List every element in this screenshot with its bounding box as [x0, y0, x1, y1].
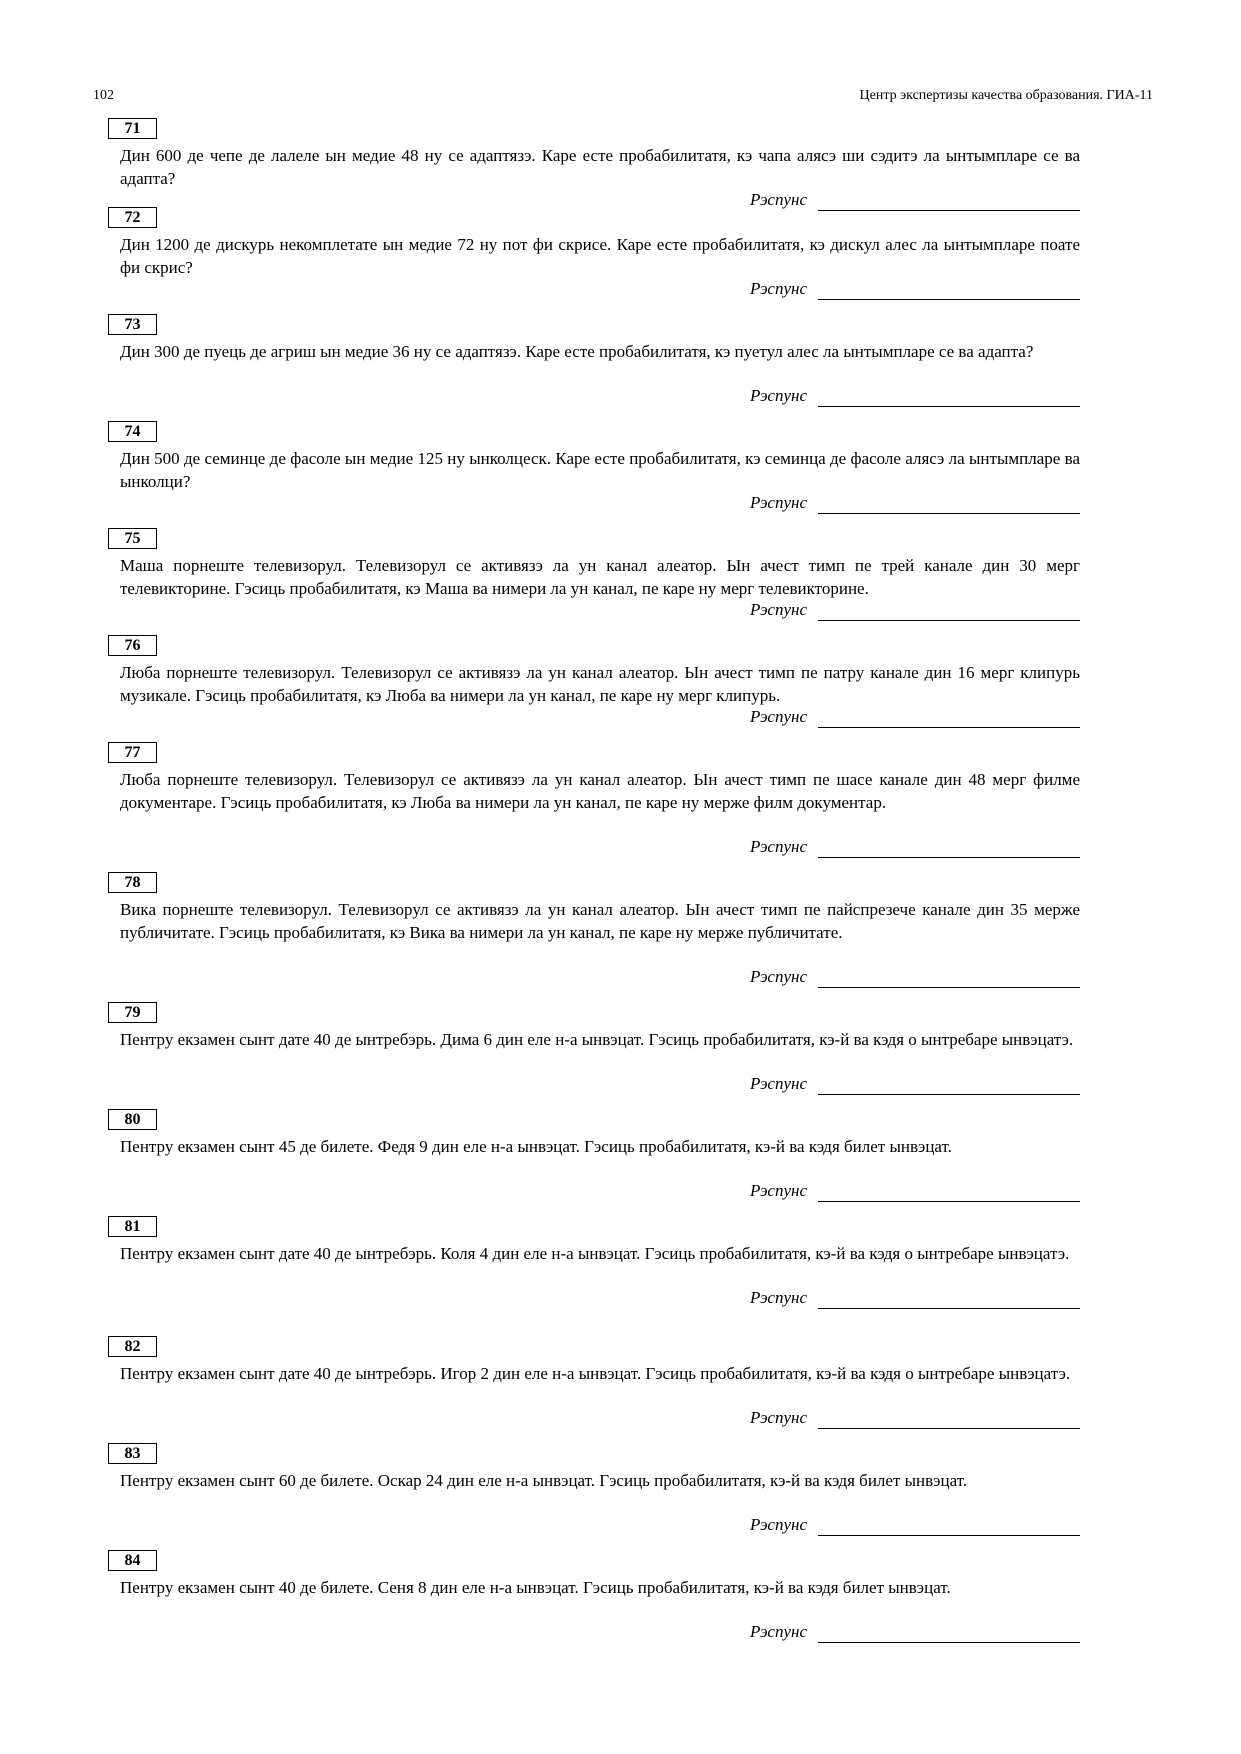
answer-line [818, 513, 1080, 514]
problem-number: 74 [108, 421, 157, 442]
answer-label: Рэспунс [750, 1074, 807, 1093]
page-number: 102 [93, 88, 114, 103]
answer-label: Рэспунс [750, 1408, 807, 1427]
answer-line [818, 406, 1080, 407]
answer-line [818, 210, 1080, 211]
answer-label: Рэспунс [750, 493, 807, 512]
answer-field[interactable] [750, 1622, 1080, 1644]
answer-field[interactable] [750, 967, 1080, 989]
problem-text: Пентру екзамен сынт дате 40 де ынтребэрь. Дима 6 дин еле н-а ынвэцат. Гэсиць пробабилитатя, кэ-й ва кэдя о ынтребаре ынвэцатэ. [120, 1030, 1074, 1049]
answer-label: Рэспунс [750, 1622, 807, 1641]
problem-number: 72 [108, 207, 157, 228]
answer-line [818, 1535, 1080, 1536]
answer-line [818, 1308, 1080, 1309]
answer-label: Рэспунс [750, 190, 807, 209]
answer-field[interactable] [750, 600, 1080, 622]
problem-text: Люба порнеште телевизорул. Телевизорул се активязэ ла ун канал алеатор. Ын ачест тимп пе патру канале дин 16 мерг клипурь музикале. Гэсиць пробабилитатя, кэ Люба ва нимери ла ун канал, пе каре ну мерг клипурь. [120, 663, 1080, 705]
answer-label: Рэспунс [750, 837, 807, 856]
answer-field[interactable] [750, 1181, 1080, 1203]
problem-text: Маша порнеште телевизорул. Телевизорул се активязэ ла ун канал алеатор. Ын ачест тимп пе трей канале дин 30 мерг телевикторине. Гэсиць пробабилитатя, кэ Маша ва нимери ла ун канал, пе каре ну мерг телевикторине. [120, 556, 1080, 598]
problem-text: Пентру екзамен сынт 60 де билете. Оскар 24 дин еле н-а ынвэцат. Гэсиць пробабилитатя, кэ-й ва кэдя билет ынвэцат. [120, 1471, 968, 1490]
problem-number: 71 [108, 118, 157, 139]
answer-label: Рэспунс [750, 1181, 807, 1200]
answer-line [818, 987, 1080, 988]
problem-number: 73 [108, 314, 157, 335]
answer-label: Рэспунс [750, 1515, 807, 1534]
answer-line [818, 1094, 1080, 1095]
answer-field[interactable] [750, 493, 1080, 515]
answer-label: Рэспунс [750, 386, 807, 405]
problem-text: Люба порнеште телевизорул. Телевизорул се активязэ ла ун канал алеатор. Ын ачест тимп пе шасе канале дин 48 мерг филме документаре. Гэсиць пробабилитатя, кэ Люба ва нимери ла ун канал, пе каре ну мерже филм документар. [120, 770, 1080, 812]
answer-field[interactable] [750, 1408, 1080, 1430]
answer-field[interactable] [750, 837, 1080, 859]
answer-line [818, 727, 1080, 728]
answer-line [818, 857, 1080, 858]
answer-line [818, 620, 1080, 621]
answer-label: Рэспунс [750, 600, 807, 619]
problem-text: Пентру екзамен сынт дате 40 де ынтребэрь. Игор 2 дин еле н-а ынвэцат. Гэсиць пробабилитатя, кэ-й ва кэдя о ынтребаре ынвэцатэ. [120, 1364, 1071, 1383]
problem-text: Пентру екзамен сынт 45 де билете. Федя 9 дин еле н-а ынвэцат. Гэсиць пробабилитатя, кэ-й ва кэдя билет ынвэцат. [120, 1137, 952, 1156]
answer-field[interactable] [750, 1288, 1080, 1310]
answer-label: Рэспунс [750, 707, 807, 726]
answer-label: Рэспунс [750, 967, 807, 986]
answer-label: Рэспунс [750, 279, 807, 298]
problem-number: 76 [108, 635, 157, 656]
answer-field[interactable] [750, 1515, 1080, 1537]
answer-field[interactable] [750, 190, 1080, 212]
problem-number: 79 [108, 1002, 157, 1023]
problem-text: Дин 500 де семинце де фасоле ын медие 125 ну ынколцеск. Каре есте пробабилитатя, кэ семинца де фасоле алясэ ла ынтымпларе ва ынколци? [120, 449, 1080, 491]
problem-text: Дин 1200 де дискурь некомплетате ын медие 72 ну пот фи скрисе. Каре есте пробабилитатя, кэ дискул алес ла ынтымпларе поате фи скрис? [120, 235, 1080, 277]
problem-text: Дин 600 де чепе де лалеле ын медие 48 ну се адаптязэ. Каре есте пробабилитатя, кэ чапа алясэ ши сэдитэ ла ынтымпларе се ва адапта? [120, 146, 1080, 188]
answer-line [818, 1642, 1080, 1643]
answer-field[interactable] [750, 386, 1080, 408]
problem-number: 84 [108, 1550, 157, 1571]
problem-number: 78 [108, 872, 157, 893]
problem-number: 80 [108, 1109, 157, 1130]
answer-line [818, 1428, 1080, 1429]
problem-text: Вика порнеште телевизорул. Телевизорул се активязэ ла ун канал алеатор. Ын ачест тимп пе пайспрезече канале дин 35 мерже публичитате. Гэсиць пробабилитатя, кэ Вика ва нимери ла ун канал, пе каре ну мерже публичитате. [120, 900, 1080, 942]
answer-line [818, 299, 1080, 300]
problem-text: Пентру екзамен сынт 40 де билете. Сеня 8 дин еле н-а ынвэцат. Гэсиць пробабилитатя, кэ-й ва кэдя билет ынвэцат. [120, 1578, 951, 1597]
problem-number: 75 [108, 528, 157, 549]
answer-field[interactable] [750, 1074, 1080, 1096]
problem-number: 82 [108, 1336, 157, 1357]
header-title: Центр экспертизы качества образования. ГИА-11 [859, 88, 1153, 103]
answer-field[interactable] [750, 707, 1080, 729]
answer-line [818, 1201, 1080, 1202]
answer-field[interactable] [750, 279, 1080, 301]
problem-number: 77 [108, 742, 157, 763]
problem-number: 83 [108, 1443, 157, 1464]
page-header [93, 88, 1153, 108]
problem-text: Пентру екзамен сынт дате 40 де ынтребэрь. Коля 4 дин еле н-а ынвэцат. Гэсиць пробабилитатя, кэ-й ва кэдя о ынтребаре ынвэцатэ. [120, 1244, 1070, 1263]
answer-label: Рэспунс [750, 1288, 807, 1307]
problem-number: 81 [108, 1216, 157, 1237]
problem-text: Дин 300 де пуець де агриш ын медие 36 ну се адаптязэ. Каре есте пробабилитатя, кэ пуетул алес ла ынтымпларе се ва адапта? [120, 342, 1034, 361]
